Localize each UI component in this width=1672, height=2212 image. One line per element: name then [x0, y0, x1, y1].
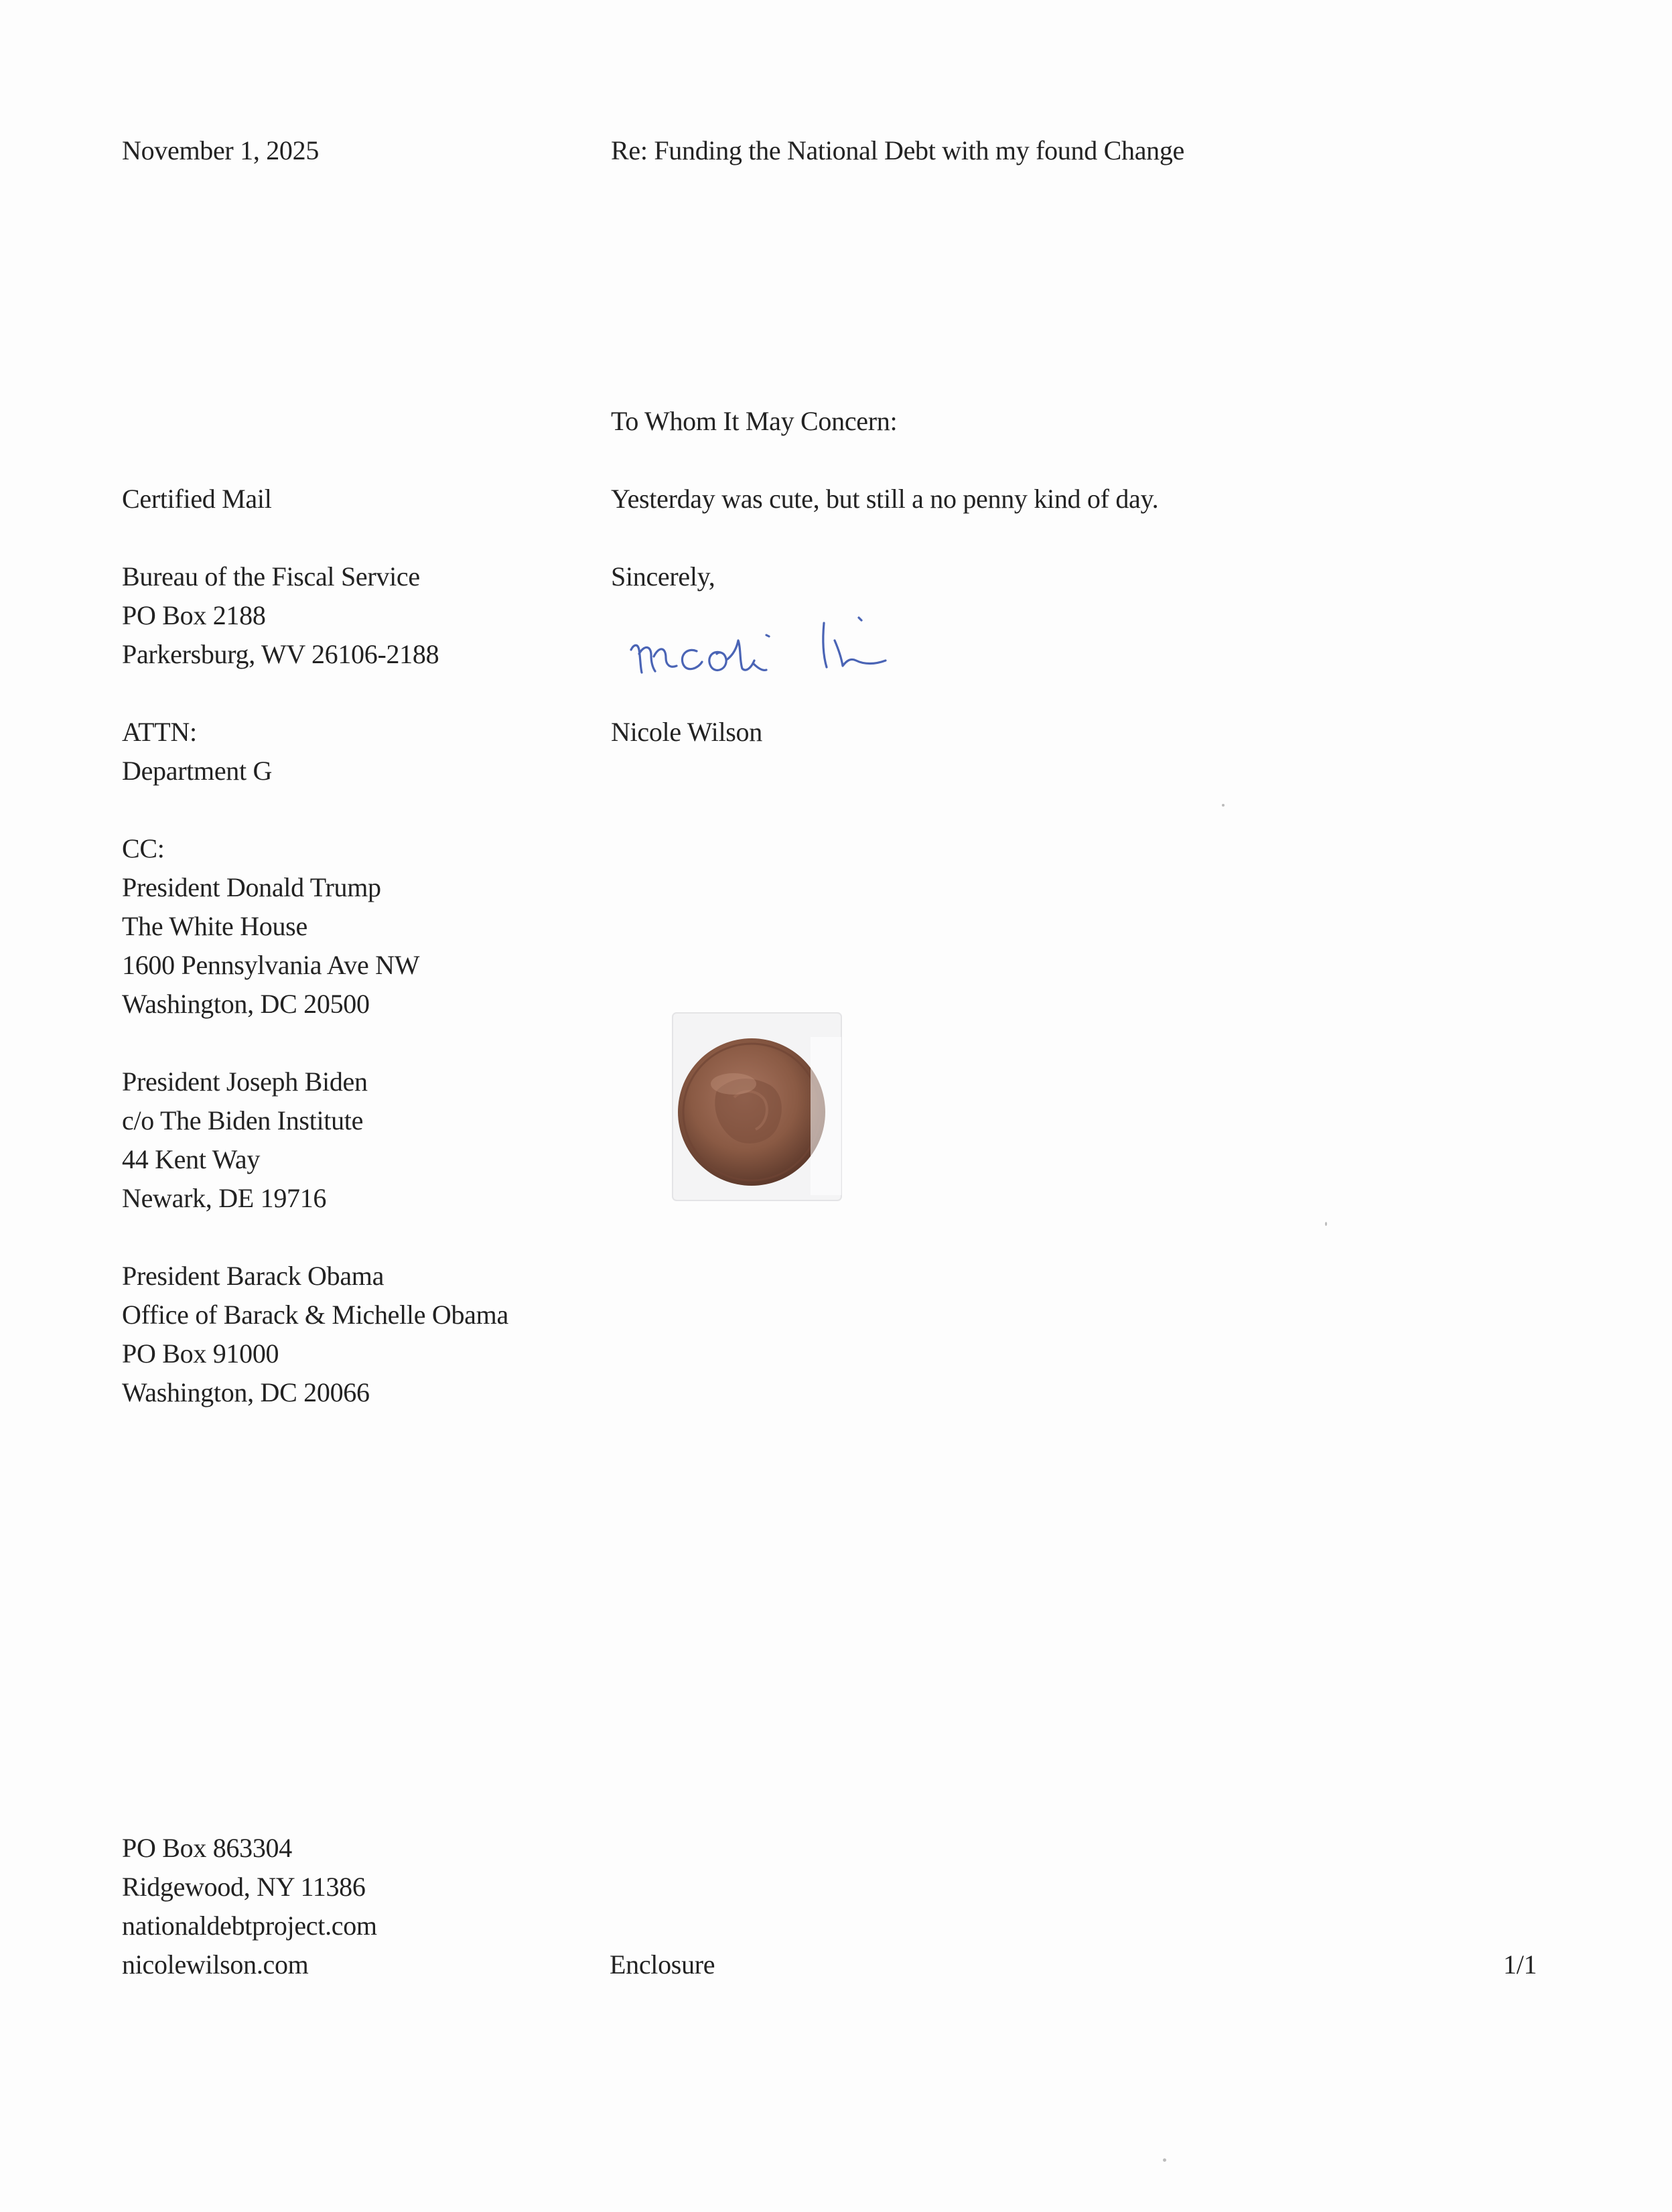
cc-line: Washington, DC 20500: [122, 989, 370, 1019]
recipient-line: Bureau of the Fiscal Service: [122, 561, 420, 592]
handwritten-signature: [623, 603, 938, 690]
scan-speck: [1163, 2158, 1166, 2162]
cc-line: Office of Barack & Michelle Obama: [122, 1300, 508, 1330]
sender-website-link[interactable]: nicolewilson.com: [122, 1949, 309, 1980]
cc-line: President Barack Obama: [122, 1261, 385, 1291]
letter-body: Yesterday was cute, but still a no penny kind of day.: [611, 484, 1159, 514]
page-number: 1/1: [1503, 1949, 1537, 1980]
salutation: To Whom It May Concern:: [611, 406, 898, 436]
cc-line: 1600 Pennsylvania Ave NW: [122, 950, 420, 980]
recipient-line: PO Box 2188: [122, 600, 266, 630]
scan-speck: [1222, 804, 1225, 807]
letter-subject: Re: Funding the National Debt with my found Change: [611, 135, 1184, 165]
cc-recipient-obama: [122, 1257, 508, 1412]
attn-label: ATTN:: [122, 717, 197, 747]
cc-line: Washington, DC 20066: [122, 1377, 370, 1407]
mail-type: Certified Mail: [122, 484, 272, 514]
recipient-address: [122, 557, 439, 674]
cc-line: The White House: [122, 911, 307, 941]
attn-block: [122, 713, 272, 790]
penny-image: [670, 1010, 851, 1204]
signer-name: Nicole Wilson: [611, 717, 762, 747]
letter-date: November 1, 2025: [122, 135, 320, 165]
sender-address: [122, 1829, 377, 1984]
closing: Sincerely,: [611, 561, 715, 592]
taped-penny-enclosure: [670, 1010, 851, 1204]
cc-line: Newark, DE 19716: [122, 1183, 327, 1213]
cc-line: c/o The Biden Institute: [122, 1105, 364, 1135]
enclosure-note: Enclosure: [610, 1949, 715, 1980]
cc-recipient-biden: [122, 1062, 368, 1218]
cc-line: PO Box 91000: [122, 1338, 279, 1369]
sender-website-link[interactable]: nationaldebtproject.com: [122, 1911, 377, 1941]
recipient-line: Parkersburg, WV 26106-2188: [122, 639, 439, 669]
cc-line: 44 Kent Way: [122, 1144, 261, 1174]
cc-label: CC:: [122, 833, 165, 863]
sender-line: PO Box 863304: [122, 1833, 292, 1863]
cc-line: President Donald Trump: [122, 872, 381, 902]
sender-line: Ridgewood, NY 11386: [122, 1872, 366, 1902]
scan-speck: [1325, 1222, 1327, 1226]
cc-line: President Joseph Biden: [122, 1066, 368, 1097]
attn-department: Department G: [122, 756, 273, 786]
cc-block: [122, 829, 419, 1024]
